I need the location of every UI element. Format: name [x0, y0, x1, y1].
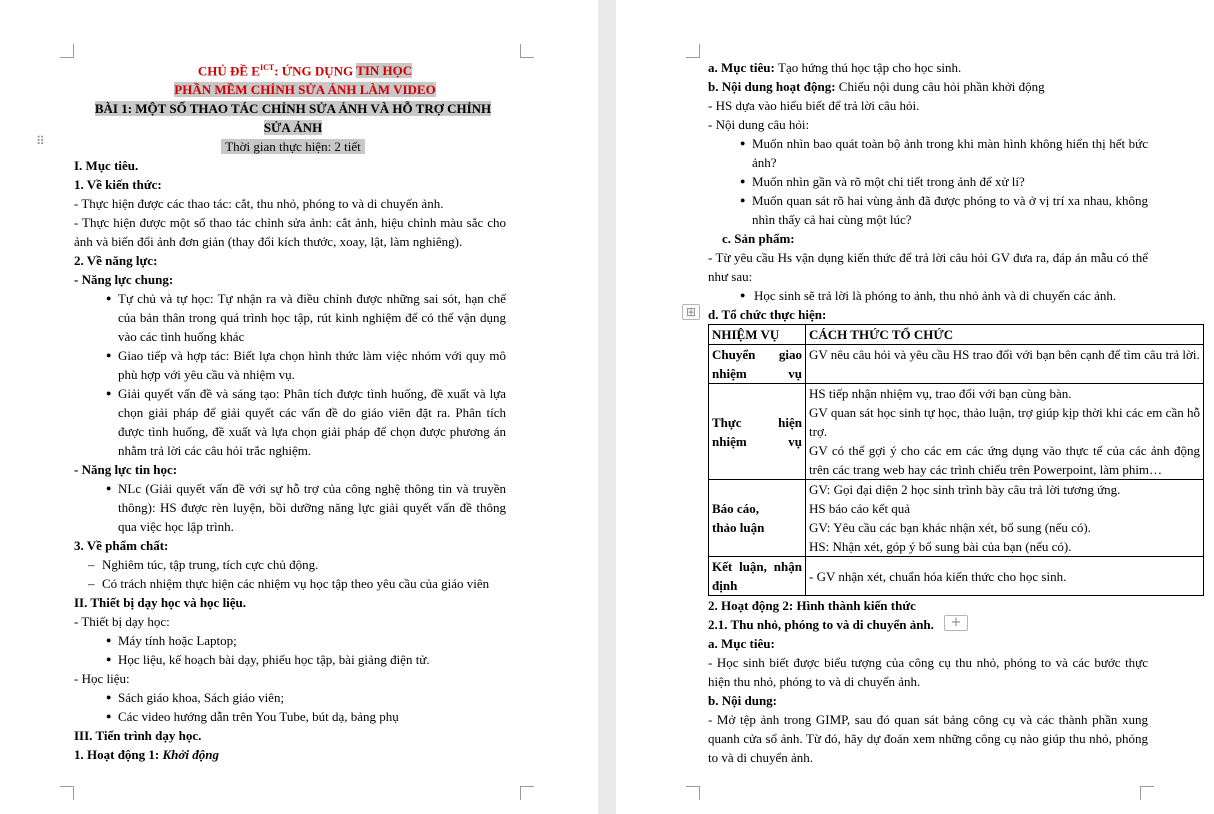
table-row	[709, 557, 1204, 596]
subsection-2-1-heading: 2.1. Thu nhỏ, phóng to và di chuyển ảnh.	[708, 617, 934, 632]
subsection-knowledge: 1. Về kiến thức:	[74, 177, 162, 193]
cell-line: HS tiếp nhận nhiệm vụ, trao đổi với bạn cùng bàn.	[809, 386, 1072, 401]
cell-line: GV: Gọi đại diện 2 học sinh trình bày câu trả lời tương ứng.	[809, 482, 1121, 497]
list-item: ● Giao tiếp và hợp tác: Biết lựa chọn hình thức làm việc nhóm với quy mô phù hợp với yêu cầu và nhiệm vụ.	[74, 346, 506, 384]
table-cell: Chuyển giao nhiệm vụ	[709, 345, 806, 384]
general-competence-list	[74, 289, 506, 460]
objective-2-heading: a. Mục tiêu:	[708, 636, 775, 651]
table-cell: Kết luận, nhận định	[709, 557, 806, 596]
table-move-handle-icon[interactable]: ⊞	[682, 304, 700, 320]
activity-1-name: Khởi động	[162, 747, 219, 763]
list-item: ● Muốn nhìn gần và rõ một chi tiết trong ảnh để xử lí?	[708, 172, 1148, 191]
table-row	[709, 480, 1204, 557]
lesson-title-line2: SỬA ẢNH	[263, 120, 323, 136]
crop-mark	[60, 786, 74, 800]
list-item: – Có trách nhiệm thực hiện các nhiệm vụ học tập theo yêu cầu của giáo viên	[74, 574, 506, 593]
list-item: – Nghiêm túc, tập trung, tích cực chủ động.	[74, 555, 506, 574]
list-item: ● Giải quyết vấn đề và sáng tạo: Phân tích được tình huống, đề xuất và lựa chọn giải pháp để giải quyết các vấn đề do giáo viên đặt ra. Phân tích được tình huống, đề xuất và lựa chọn giải pháp để chọn được phương án nhằm trả lời các câu hỏi trắc nghiệm.	[74, 384, 506, 460]
lesson-duration-text: Thời gian thực hiện: 2 tiết	[221, 139, 365, 154]
activity-1-label: 1. Hoạt động 1:	[74, 747, 163, 763]
subsection-qualities: 3. Về phẩm chất:	[74, 538, 169, 554]
document-page-left	[0, 0, 598, 814]
objective-label: a. Mục tiêu:	[708, 60, 779, 75]
list-item: ● NLc (Giải quyết vấn đề với sự hỗ trợ của công nghệ thông tin và truyền thông): HS được rèn luyện, bồi dưỡng năng lực giải quyết vấn đề thông qua việc học lập trình.	[74, 479, 506, 536]
cell-line: Báo cáo,	[712, 501, 759, 516]
materials-list	[74, 688, 506, 726]
software-title	[74, 80, 506, 99]
right-page-body	[708, 58, 1204, 767]
table-header-cell: NHIỆM VỤ	[709, 325, 806, 345]
cell-line: GV: Yêu cầu các bạn khác nhận xét, bổ sung (nếu có).	[809, 520, 1091, 535]
materials-heading: - Học liệu:	[74, 671, 130, 687]
section-process: III. Tiến trình dạy học.	[74, 728, 202, 744]
list-item: ● Các video hướng dẫn trên You Tube, bút dạ, bảng phụ	[74, 707, 506, 726]
knowledge-item: - Thực hiện được một số thao tác chỉnh sửa ảnh: cắt ảnh, hiệu chỉnh màu sắc cho ảnh và biến đổi ảnh đơn giản (thay đổi kích thước, xoay, lật, làm nghiêng).	[74, 215, 506, 250]
table-cell	[806, 384, 1204, 480]
product-text: - Từ yêu cầu Hs vận dụng kiến thức để trả lời câu hỏi GV đưa ra, đáp án mẫu có thể như sau:	[708, 250, 1148, 284]
general-competence-heading: - Năng lực chung:	[74, 272, 174, 288]
list-item: ● Tự chủ và tự học: Tự nhận ra và điều chỉnh được những sai sót, hạn chế của bản thân trong quá trình học tập, rút kinh nghiệm để có thể vận dụng vào các tình huống khác	[74, 289, 506, 346]
lesson-title	[74, 99, 506, 137]
organization-heading: d. Tổ chức thực hiện:	[708, 307, 827, 322]
qualities-list	[74, 555, 506, 593]
product-heading: c. Sản phẩm:	[722, 231, 795, 246]
equipment-heading: - Thiết bị dạy học:	[74, 614, 170, 630]
subsection-competence: 2. Về năng lực:	[74, 253, 158, 269]
table-row	[709, 345, 1204, 384]
content-2-text: - Mở tệp ảnh trong GIMP, sau đó quan sát bảng công cụ và các thành phần xung quanh cửa sổ ảnh. Từ đó, hãy dự đoán xem những công cụ nào giúp thu nhỏ, phóng to và di chuyển ảnh.	[708, 712, 1148, 765]
cell-line: HS: Nhận xét, góp ý bổ sung bài của bạn (nếu có).	[809, 539, 1072, 554]
list-item: ● Sách giáo khoa, Sách giáo viên;	[74, 688, 506, 707]
question-list	[708, 134, 1148, 229]
lesson-title-line1: BÀI 1: MỘT SỐ THAO TÁC CHỈNH SỬA ẢNH VÀ HỖ TRỢ CHỈNH	[94, 101, 492, 117]
move-handle-icon[interactable]: ⠿	[36, 134, 45, 148]
activity-table	[708, 324, 1204, 596]
topic-title-highlight: TIN HỌC	[356, 63, 413, 79]
left-page-body	[74, 58, 506, 764]
topic-title	[74, 58, 506, 80]
table-header-row	[709, 325, 1204, 345]
table-cell	[709, 480, 806, 557]
list-item: ● Muốn nhìn bao quát toàn bộ ảnh trong khi màn hình không hiển thị hết bức ảnh?	[708, 134, 1148, 172]
section-equipment: II. Thiết bị dạy học và học liệu.	[74, 595, 247, 611]
content-item: - Nội dung câu hỏi:	[708, 117, 810, 132]
content-item: - HS dựa vào hiểu biết để trả lời câu hỏi.	[708, 98, 920, 113]
cell-line: GV quan sát học sinh tự học, thảo luận, trợ giúp kịp thời khi các em cần hỗ trợ.	[809, 405, 1200, 439]
document-page-right	[616, 0, 1214, 814]
crop-mark	[520, 44, 534, 58]
topic-title-sup: ICT	[259, 63, 275, 72]
it-competence-list	[74, 479, 506, 536]
table-cell: - GV nhận xét, chuẩn hóa kiến thức cho học sinh.	[806, 557, 1204, 596]
software-title-text: PHẦN MỀM CHỈNH SỬA ẢNH LÀM VIDEO	[174, 82, 436, 98]
objective-2-text: - Học sinh biết được biểu tượng của công cụ thu nhỏ, phóng to và các bước thực hiện thu nhỏ, phóng to và di chuyển ảnh.	[708, 655, 1148, 689]
table-row	[709, 384, 1204, 480]
table-cell	[806, 480, 1204, 557]
crop-mark	[686, 786, 700, 800]
lesson-duration	[74, 137, 506, 156]
cell-line: GV có thể gợi ý cho các em các ứng dụng vào thực tế của các ảnh động trên các trang web hay các trình chiếu trên Powerpoint, làm phim…	[809, 443, 1200, 477]
list-item: ● Học liệu, kế hoạch bài dạy, phiếu học tập, bài giảng điện tử.	[74, 650, 506, 669]
crop-mark	[60, 44, 74, 58]
list-item: ● Học sinh sẽ trả lời là phóng to ảnh, thu nhỏ ảnh và di chuyển các ảnh.	[708, 286, 1148, 305]
table-cell: Thực hiện nhiệm vụ	[709, 384, 806, 480]
it-competence-heading: - Năng lực tin học:	[74, 462, 178, 478]
objective-text: Tạo hứng thú học tập cho học sinh.	[778, 60, 962, 75]
content-line	[708, 77, 1204, 96]
section-objectives: I. Mục tiêu.	[74, 158, 139, 174]
topic-title-text: : ỨNG DỤNG	[274, 63, 357, 79]
table-header-cell: CÁCH THỨC TỔ CHỨC	[806, 325, 1204, 345]
crop-mark	[1140, 786, 1154, 800]
knowledge-item: - Thực hiện được các thao tác: cắt, thu nhỏ, phóng to và di chuyển ảnh.	[74, 196, 444, 212]
objective-line	[708, 58, 1204, 77]
cell-line: thảo luận	[712, 520, 765, 535]
crop-mark	[520, 786, 534, 800]
activity-2-heading: 2. Hoạt động 2: Hình thành kiến thức	[708, 598, 916, 613]
add-row-icon[interactable]: +	[944, 615, 968, 631]
table-cell: GV nêu câu hỏi và yêu cầu HS trao đổi với bạn bên cạnh để tìm câu trả lời.	[806, 345, 1204, 384]
list-item: ● Máy tính hoặc Laptop;	[74, 631, 506, 650]
content-text: Chiếu nội dung câu hỏi phần khởi động	[838, 79, 1045, 94]
cell-line: HS báo cáo kết quả	[809, 501, 911, 516]
product-list	[708, 286, 1148, 305]
crop-mark	[686, 44, 700, 58]
equipment-list	[74, 631, 506, 669]
content-2-heading: b. Nội dung:	[708, 693, 777, 708]
list-item: ● Muốn quan sát rõ hai vùng ảnh đã được phóng to và ở vị trí xa nhau, không nhìn thấy cả hai cùng một lúc?	[708, 191, 1148, 229]
activity-1-heading	[74, 745, 506, 764]
content-label: b. Nội dung hoạt động:	[708, 79, 839, 94]
topic-title-text: CHỦ ĐỀ E	[197, 63, 260, 79]
